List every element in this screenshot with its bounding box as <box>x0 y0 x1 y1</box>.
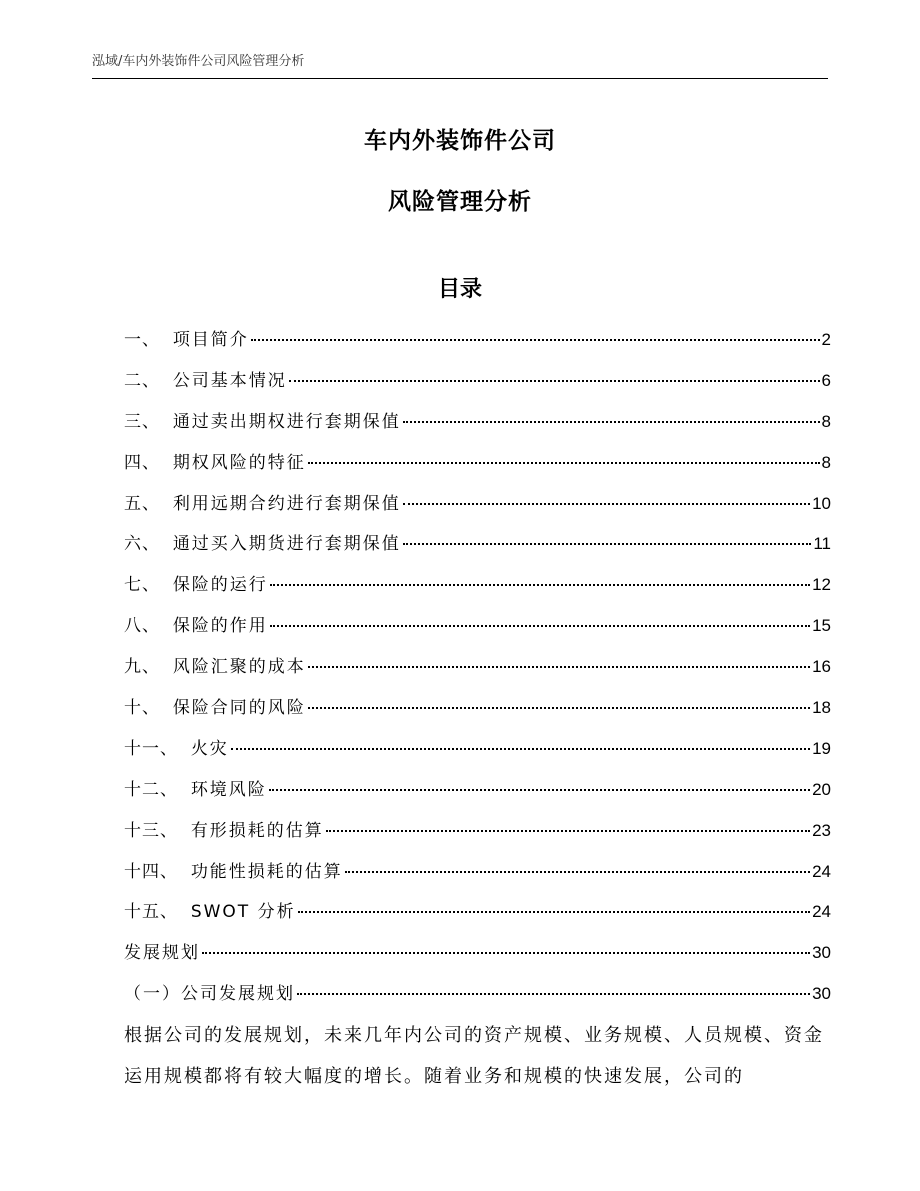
toc-leader-dots <box>345 871 810 873</box>
toc-item-page: 24 <box>812 861 831 881</box>
toc-leader-dots <box>251 339 820 341</box>
toc-item[interactable] <box>124 524 831 565</box>
toc-leader-dots <box>270 584 810 586</box>
toc-leader-dots <box>202 952 810 954</box>
toc-leader-dots <box>231 748 810 750</box>
toc-item-label: 保险的运行 <box>172 575 268 596</box>
toc-leader-dots <box>269 789 810 791</box>
toc-item-page: 18 <box>812 698 831 718</box>
toc-item-page: 15 <box>812 616 831 636</box>
toc-item[interactable] <box>124 688 831 729</box>
table-of-contents <box>124 320 831 1015</box>
toc-item-page: 8 <box>821 452 831 472</box>
toc-item-page: 24 <box>812 902 831 922</box>
toc-leader-dots <box>308 707 810 709</box>
toc-leader-dots <box>298 911 810 913</box>
toc-item-page: 10 <box>812 493 831 513</box>
toc-item[interactable] <box>124 852 831 893</box>
toc-heading: 目录 <box>437 277 482 302</box>
toc-leader-dots <box>403 421 820 423</box>
toc-item-number: 八、 <box>124 616 160 637</box>
toc-item-label: SWOT 分析 <box>190 902 296 923</box>
toc-item-page: 30 <box>812 984 831 1004</box>
toc-item[interactable] <box>124 565 831 606</box>
toc-item-label: 环境风险 <box>190 779 267 800</box>
toc-item[interactable] <box>124 606 831 647</box>
toc-item-number: 十四、 <box>124 861 178 882</box>
toc-item-number: 七、 <box>124 575 160 596</box>
toc-item-label: 有形损耗的估算 <box>190 820 324 841</box>
body-paragraph: 根据公司的发展规划，未来几年内公司的资产规模、业务规模、人员规模、资金运用规模都将有较大幅度的增长。随着业务和规模的快速发展，公司的 <box>124 1025 824 1087</box>
toc-item-number: 一、 <box>124 330 160 350</box>
toc-leader-dots <box>326 830 810 832</box>
toc-item-page: 8 <box>821 411 831 431</box>
toc-item-label: 利用远期合约进行套期保值 <box>172 493 401 514</box>
toc-item-page: 6 <box>821 370 831 390</box>
toc-item[interactable] <box>124 892 831 933</box>
toc-item-label: 保险的作用 <box>172 616 268 637</box>
toc-item-label: 期权风险的特征 <box>172 452 306 473</box>
toc-leader-dots <box>289 380 820 382</box>
toc-item-label: 火灾 <box>190 738 229 759</box>
toc-leader-dots <box>403 543 812 545</box>
toc-item-number: 十五、 <box>124 902 178 923</box>
toc-item-page: 2 <box>821 330 831 349</box>
toc-item-page: 23 <box>812 820 831 840</box>
toc-item-label: 公司基本情况 <box>172 370 287 391</box>
toc-item-number: 六、 <box>124 534 160 555</box>
toc-item-label: （一）公司发展规划 <box>124 984 295 1005</box>
toc-item-label: 通过买入期货进行套期保值 <box>172 534 401 555</box>
toc-item[interactable] <box>124 647 831 688</box>
toc-leader-dots <box>270 625 810 627</box>
running-header <box>92 52 828 79</box>
toc-item[interactable] <box>124 729 831 770</box>
toc-item[interactable] <box>124 443 831 484</box>
toc-item-number: 四、 <box>124 452 160 473</box>
document-title-line2: 风险管理分析 <box>388 189 532 215</box>
toc-item-page: 11 <box>813 534 831 554</box>
toc-leader-dots <box>297 993 810 995</box>
toc-item-number: 九、 <box>124 657 160 678</box>
header-breadcrumb: 泓域/车内外装饰件公司风险管理分析 <box>92 54 305 69</box>
toc-leader-dots <box>403 503 810 505</box>
toc-item-page: 19 <box>812 738 831 758</box>
toc-item-number: 三、 <box>124 411 160 432</box>
toc-item-number: 十二、 <box>124 779 178 800</box>
toc-item[interactable] <box>124 402 831 443</box>
toc-item[interactable] <box>124 974 831 1015</box>
toc-item[interactable] <box>124 361 831 402</box>
toc-item-number: 五、 <box>124 493 160 514</box>
toc-item-label: 风险汇聚的成本 <box>172 657 306 678</box>
toc-item[interactable] <box>124 811 831 852</box>
toc-item-label: 通过卖出期权进行套期保值 <box>172 411 401 432</box>
toc-item[interactable] <box>124 933 831 974</box>
toc-leader-dots <box>308 462 820 464</box>
toc-item-page: 30 <box>812 943 831 963</box>
toc-item[interactable] <box>124 770 831 811</box>
document-title-line1: 车内外装饰件公司 <box>364 128 556 154</box>
toc-item-number: 十、 <box>124 698 160 719</box>
toc-item-number: 二、 <box>124 370 160 391</box>
toc-item-label: 保险合同的风险 <box>172 698 306 719</box>
toc-item-page: 12 <box>812 575 831 595</box>
toc-item[interactable] <box>124 484 831 525</box>
toc-item-label: 功能性损耗的估算 <box>190 861 343 882</box>
toc-item-number: 十三、 <box>124 820 178 841</box>
toc-item-label: 项目简介 <box>172 330 249 350</box>
toc-leader-dots <box>308 666 810 668</box>
toc-item-page: 16 <box>812 657 831 677</box>
toc-item-number: 十一、 <box>124 738 178 759</box>
toc-item-page: 20 <box>812 779 831 799</box>
toc-item[interactable] <box>124 320 831 361</box>
toc-item-label: 发展规划 <box>124 943 200 964</box>
